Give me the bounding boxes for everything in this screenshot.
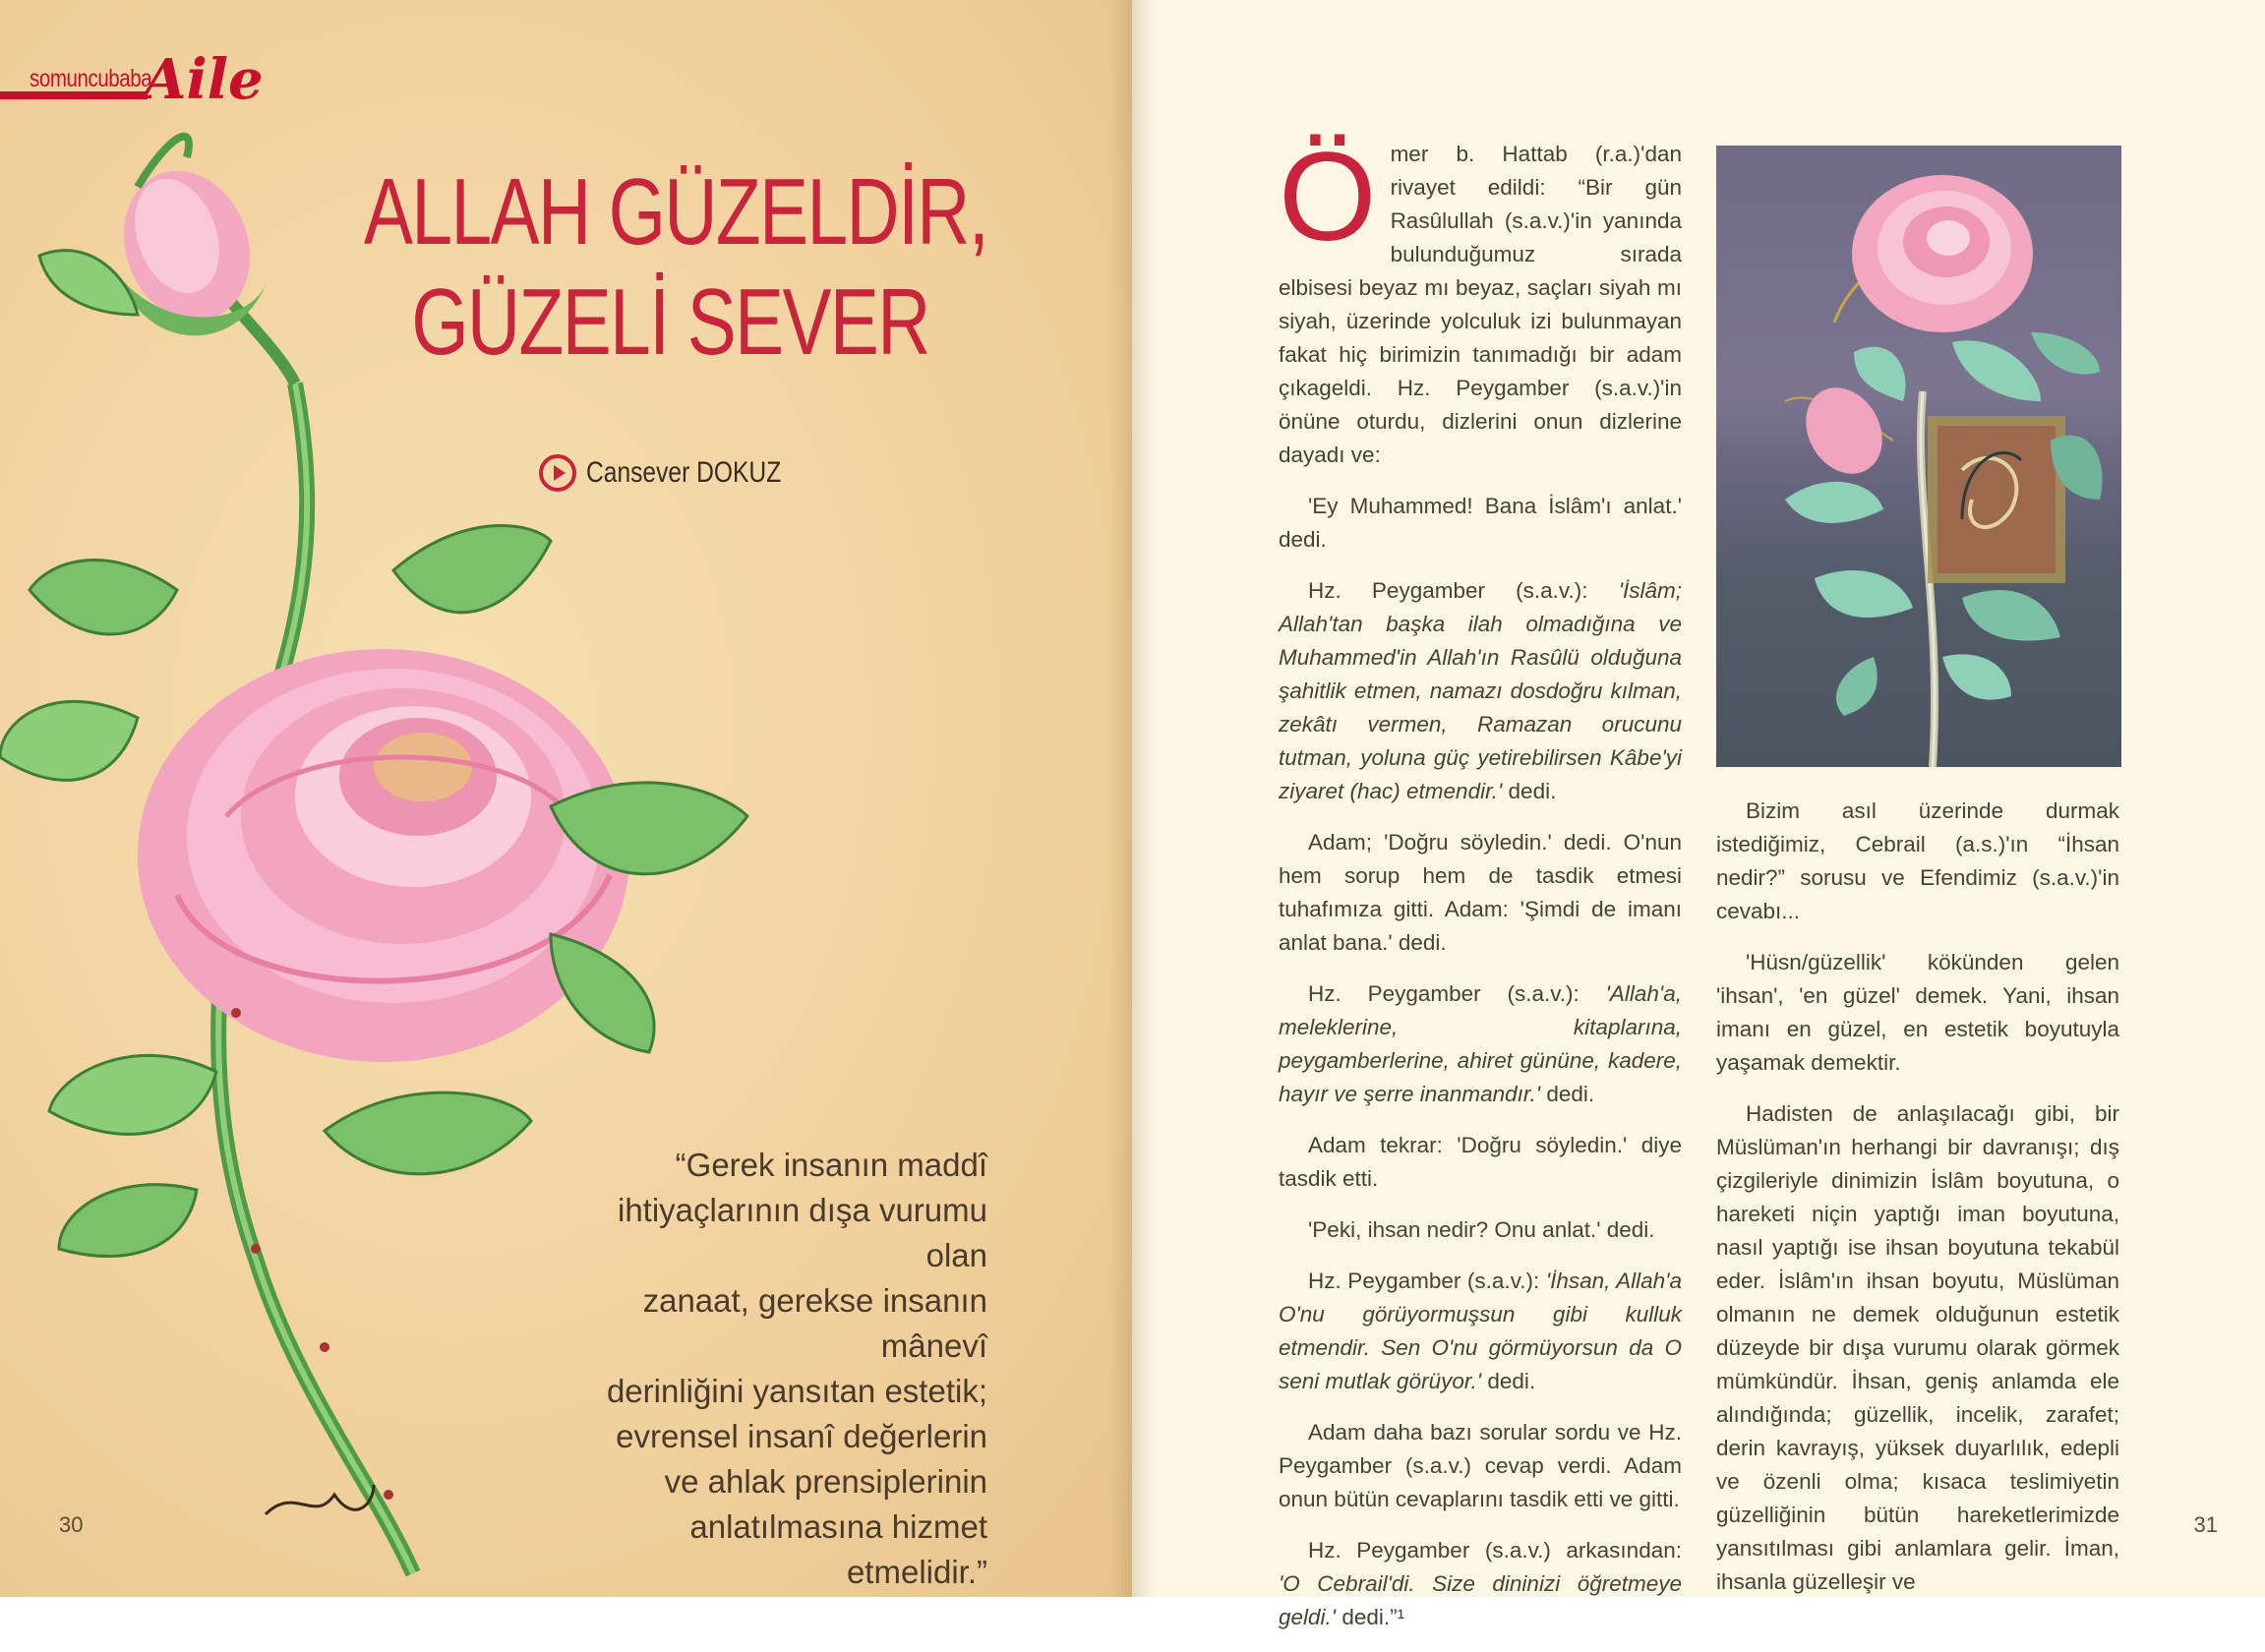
- article-paragraph: Hz. Peygamber (s.a.v.): 'Allah'a, meleklerine, kitaplarına, peygamberlerine, ahiret gününe, kadere, hayır ve şerre inanmandır.' dedi.: [1279, 981, 1682, 1106]
- article-paragraph: Hz. Peygamber (s.a.v.): 'İhsan, Allah'a O'nu görüyormuşsun gibi kulluk etmendir. Sen O'nu görmüyorsun da O seni mutlak görüyor.' dedi.: [1279, 1268, 1682, 1393]
- quote-line: zanaat, gerekse insanın mânevî: [642, 1282, 987, 1364]
- page-number-right: 31: [2193, 1512, 2218, 1537]
- article-paragraph: Adam; 'Doğru söyledin.' dedi. O'nun hem sorup hem de tasdik etmesi tuhafımıza gitti. Adam: 'Şimdi de imanı anlat bana.' dedi.: [1279, 830, 1682, 955]
- title-line-2: GÜZELİ SEVER: [411, 269, 929, 375]
- author-byline: [539, 454, 824, 492]
- quote-line: anlatılmasına hizmet etmelidir.”: [689, 1508, 987, 1590]
- quote-line: evrensel insanî değerlerin: [616, 1418, 987, 1454]
- drop-cap: Ö: [1279, 127, 1377, 267]
- play-icon: [539, 454, 576, 492]
- article-paragraph: Bizim asıl üzerinde durmak istediğimiz, Cebrail (a.s.)'ın “İhsan nedir?” sorusu ve Efendimiz (s.a.v.)'in cevabı...: [1716, 798, 2119, 923]
- page-gutter: [1109, 0, 1155, 1597]
- brand-small: somuncubaba: [30, 65, 152, 92]
- brand-logo: [0, 47, 264, 112]
- rose-bloom: [138, 649, 629, 1062]
- article-paragraph: Adam daha bazı sorular sordu ve Hz. Peygamber (s.a.v.) cevap verdi. Adam onun bütün cevaplarını tasdik etti ve gitti.: [1279, 1420, 1682, 1511]
- article-paragraph: 'Hüsn/güzellik' kökünden gelen 'ihsan', 'en güzel' demek. Yani, ihsan imanı en güzel, en estetik boyutuyla yaşamak demektir.: [1716, 950, 2119, 1075]
- article-paragraph: 'Ey Muhammed! Bana İslâm'ı anlat.' dedi.: [1279, 494, 1682, 552]
- title-line-1: ALLAH GÜZELDİR,: [364, 159, 988, 265]
- author-name: Cansever DOKUZ: [586, 456, 782, 489]
- article-paragraph: Ömer b. Hattab (r.a.)'dan rivayet edildi: “Bir gün Rasûlullah (s.a.v.)'in yanında bulunduğumuz sırada elbisesi beyaz mı beyaz, saçları siyah mı siyah, üzerinde yolculuk izi bulunmayan fakat hiç birimizin tanımadığı bir adam çıkageldi. Hz. Peygamber (s.a.v.)'in önüne oturdu, dizlerini onun dizlerine dayadı ve:: [1279, 127, 1682, 467]
- quote-line: ve ahlak prensiplerinin: [664, 1463, 987, 1500]
- brand-big: Aile: [144, 47, 264, 112]
- left-page: [0, 0, 1132, 1597]
- article-column-1: [1279, 127, 1682, 1652]
- quote-line: “Gerek insanın maddî: [675, 1147, 987, 1183]
- quote-line: ihtiyaçlarının dışa vurumu olan: [617, 1192, 987, 1273]
- article-paragraph: 'Peki, ihsan nedir? Onu anlat.' dedi.: [1308, 1217, 1655, 1242]
- rose-photo: [1716, 146, 2121, 767]
- pull-quote: [551, 1143, 987, 1595]
- rose-photo-art: [1716, 146, 2121, 767]
- article-paragraph: Adam tekrar: 'Doğru söyledin.' diye tasdik etti.: [1279, 1133, 1682, 1191]
- article-paragraph: Hz. Peygamber (s.a.v.): 'İslâm; Allah'tan başka ilah olmadığına ve Muhammed'in Allah'ın Rasûlü olduğuna şahitlik etmen, namazı dosdoğru kılman, zekâtı vermen, Ramazan orucunu tutman, yoluna güç yetirebilirsen Kâbe'yi ziyaret (hac) etmendir.' dedi.: [1279, 578, 1682, 803]
- article-paragraph: Hadisten de anlaşılacağı gibi, bir Müslüman'ın herhangi bir davranışı; dış çizgileriyle dinimizin İslâm boyutuna, o hareketi niçin yaptığı iman boyutuna, nasıl yaptığı ise ihsan boyutuna tekabül eder. İslâm'ın ihsan boyutu, Müslüman olmanın ne demek olduğunun estetik düzeyde bir dışa vurumu olarak görmek mümkündür. İhsan, geniş anlamda ele alındığında; güzellik, incelik, zarafet; derin kavrayış, yüksek duyarlılık, edepli ve özenli olma; kısaca teslimiyetin güzelliğinin bütün hareketlerimizde yansıtılması gibi anlamlara gelir. İman, ihsanla güzelleşir ve: [1716, 1101, 2119, 1594]
- page-number-left: 30: [59, 1512, 84, 1537]
- article-column-2: [1716, 795, 2119, 1617]
- quote-line: derinliğini yansıtan estetik;: [606, 1373, 987, 1409]
- article-paragraph: Hz. Peygamber (s.a.v.) arkasından: 'O Cebrail'di. Size dininizi öğretmeye geldi.' dedi.”¹: [1279, 1538, 1682, 1629]
- article-title: [364, 157, 988, 378]
